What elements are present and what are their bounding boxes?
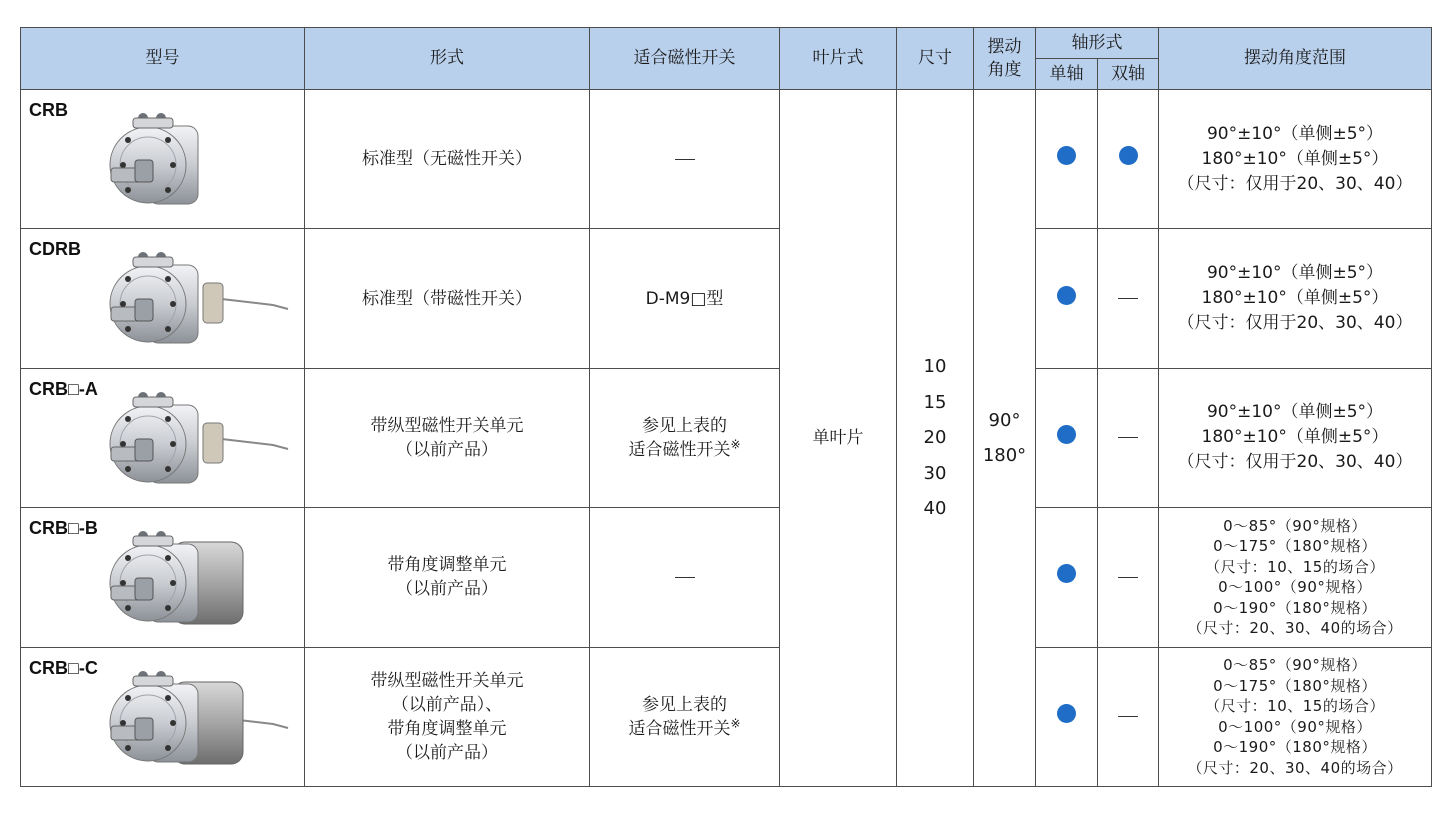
angle-cell bbox=[974, 90, 1036, 787]
shaft-single-cell bbox=[1036, 508, 1098, 647]
model-cell bbox=[21, 647, 305, 786]
shaft-single-cell bbox=[1036, 229, 1098, 368]
angle-value: 180° bbox=[982, 445, 1027, 466]
switch-text: D-M9□型 bbox=[645, 288, 724, 309]
form-cell: 带角度调整单元 （以前产品） bbox=[305, 508, 590, 647]
model-name: CRB□-A bbox=[29, 378, 98, 399]
table-row bbox=[21, 508, 1432, 647]
shaft-double-cell bbox=[1098, 368, 1159, 507]
switch-text: 参见上表的 适合磁性开关 bbox=[628, 415, 731, 460]
table-row bbox=[21, 229, 1432, 368]
dash-mark bbox=[1118, 716, 1138, 717]
switch-cell bbox=[590, 368, 780, 507]
range-cell bbox=[1159, 90, 1432, 229]
model-name: CRB bbox=[29, 100, 68, 120]
range-text: 0～85°（90°规格） 0～175°（180°规格） （尺寸：10、15的场合） 0～100°（90°规格） 0～190°（180°规格） （尺寸：20、30、40的场合） bbox=[1187, 656, 1403, 777]
dash-mark bbox=[1118, 437, 1138, 438]
shaft-double-cell bbox=[1098, 647, 1159, 786]
actuator-switch-unit-icon bbox=[103, 383, 293, 505]
dash-mark bbox=[1118, 298, 1138, 299]
model-cell bbox=[21, 508, 305, 647]
header-shaft: 轴形式 bbox=[1036, 28, 1159, 59]
size-value: 40 bbox=[923, 498, 947, 520]
model-cell bbox=[21, 90, 305, 229]
switch-note: ※ bbox=[730, 716, 741, 731]
available-dot-icon bbox=[1119, 146, 1138, 165]
shaft-single-cell bbox=[1036, 647, 1098, 786]
size-value: 10 bbox=[923, 356, 947, 378]
range-cell bbox=[1159, 229, 1432, 368]
switch-cell bbox=[590, 647, 780, 786]
model-name: CDRB bbox=[29, 239, 81, 260]
header-vane: 叶片式 bbox=[780, 28, 897, 90]
header-form: 形式 bbox=[305, 28, 590, 90]
actuator-angle-unit-icon bbox=[103, 522, 293, 644]
size-value: 30 bbox=[923, 462, 947, 484]
header-model: 型号 bbox=[21, 28, 305, 90]
table-row bbox=[21, 90, 1432, 229]
available-dot-icon bbox=[1057, 564, 1076, 583]
switch-note: ※ bbox=[730, 437, 741, 452]
angle-value: 90° bbox=[988, 410, 1021, 431]
size-cell bbox=[897, 90, 974, 787]
vane-type-cell: 单叶片 bbox=[780, 90, 897, 787]
range-text: 90°±10°（单侧±5°） 180°±10°（单侧±5°） （尺寸：仅用于20、30、40） bbox=[1177, 123, 1413, 194]
shaft-double-cell bbox=[1098, 508, 1159, 647]
size-value: 15 bbox=[923, 391, 947, 413]
dash-mark bbox=[1118, 577, 1138, 578]
dash-mark bbox=[675, 577, 695, 578]
model-cell bbox=[21, 368, 305, 507]
available-dot-icon bbox=[1057, 146, 1076, 165]
shaft-double-cell bbox=[1098, 90, 1159, 229]
available-dot-icon bbox=[1057, 425, 1076, 444]
switch-cell bbox=[590, 508, 780, 647]
table-row bbox=[21, 368, 1432, 507]
form-cell: 带纵型磁性开关单元 （以前产品） bbox=[305, 368, 590, 507]
model-cell bbox=[21, 229, 305, 368]
range-cell bbox=[1159, 368, 1432, 507]
shaft-double-cell bbox=[1098, 229, 1159, 368]
form-cell: 标准型（带磁性开关） bbox=[305, 229, 590, 368]
range-cell bbox=[1159, 508, 1432, 647]
switch-cell bbox=[590, 90, 780, 229]
switch-cell bbox=[590, 229, 780, 368]
model-name: CRB□-B bbox=[29, 518, 98, 539]
header-shaft-double: 双轴 bbox=[1098, 59, 1159, 90]
shaft-single-cell bbox=[1036, 90, 1098, 229]
form-cell: 带纵型磁性开关单元 （以前产品）、 带角度调整单元 （以前产品） bbox=[305, 647, 590, 786]
available-dot-icon bbox=[1057, 704, 1076, 723]
shaft-single-cell bbox=[1036, 368, 1098, 507]
switch-text: 参见上表的 适合磁性开关 bbox=[628, 694, 731, 739]
header-size: 尺寸 bbox=[897, 28, 974, 90]
actuator-combined-unit-icon bbox=[103, 662, 293, 784]
dash-mark bbox=[675, 159, 695, 160]
header-range: 摆动角度范围 bbox=[1159, 28, 1432, 90]
rotary-actuator-spec-table bbox=[20, 27, 1432, 787]
range-text: 0～85°（90°规格） 0～175°（180°规格） （尺寸：10、15的场合） 0～100°（90°规格） 0～190°（180°规格） （尺寸：20、30、40的场合） bbox=[1187, 516, 1403, 638]
header-shaft-single: 单轴 bbox=[1036, 59, 1098, 90]
size-value: 20 bbox=[923, 427, 947, 449]
header-angle: 摆动 角度 bbox=[974, 28, 1036, 90]
actuator-icon bbox=[103, 104, 293, 226]
header-switch: 适合磁性开关 bbox=[590, 28, 780, 90]
model-name: CRB□-C bbox=[29, 657, 98, 678]
available-dot-icon bbox=[1057, 286, 1076, 305]
range-text: 90°±10°（单侧±5°） 180°±10°（单侧±5°） （尺寸：仅用于20、30、40） bbox=[1177, 402, 1413, 473]
table-row bbox=[21, 647, 1432, 786]
actuator-with-switch-icon bbox=[103, 243, 293, 365]
form-cell: 标准型（无磁性开关） bbox=[305, 90, 590, 229]
range-cell bbox=[1159, 647, 1432, 786]
range-text: 90°±10°（单侧±5°） 180°±10°（单侧±5°） （尺寸：仅用于20、30、40） bbox=[1177, 263, 1413, 334]
